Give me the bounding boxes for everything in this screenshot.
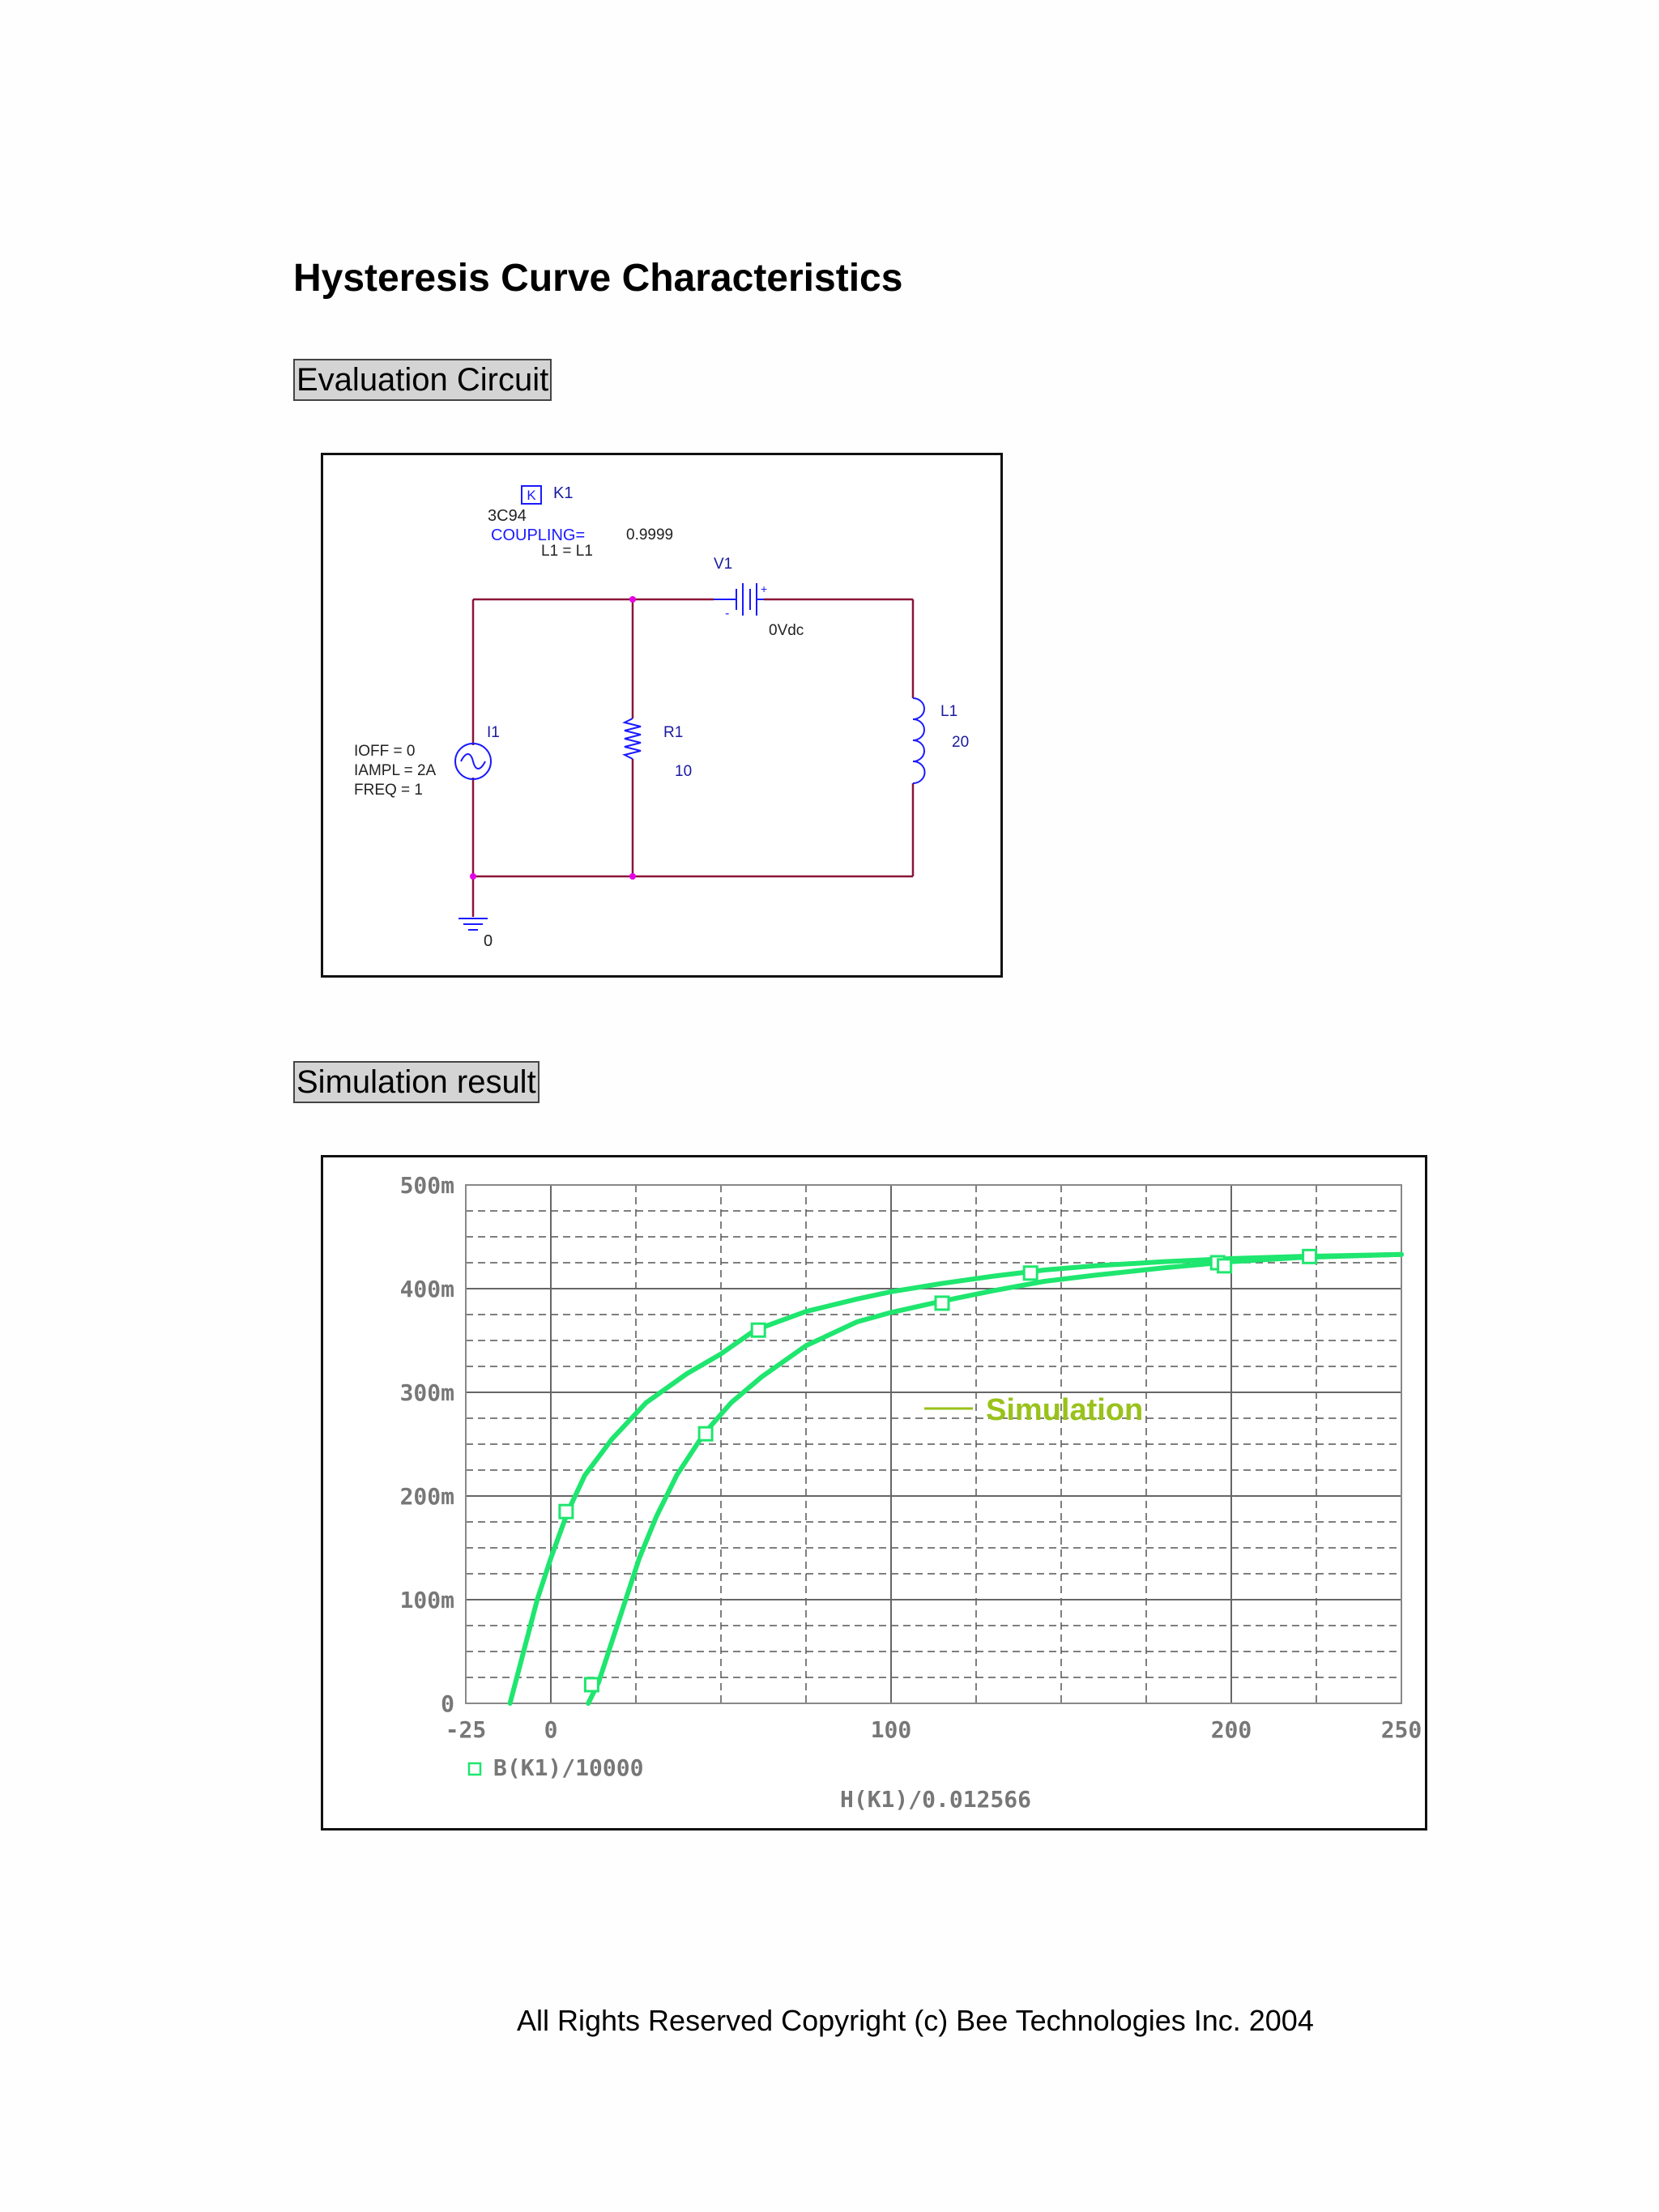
- v1-dc-source-icon: [714, 582, 767, 620]
- r1-value: 10: [675, 763, 693, 780]
- data-marker: [936, 1297, 949, 1310]
- v1-value: 0Vdc: [769, 622, 804, 639]
- evaluation-circuit-label: Evaluation Circuit: [293, 359, 552, 401]
- k-coupling-label: COUPLING=: [491, 526, 586, 544]
- ground-label: 0: [484, 932, 493, 950]
- y-tick-label: 200m: [399, 1483, 454, 1510]
- data-marker: [585, 1678, 598, 1691]
- chart-labels: [400, 1172, 1422, 1813]
- y-tick-label: 500m: [399, 1172, 454, 1199]
- legend-label: B(K1)/10000: [493, 1754, 644, 1781]
- page-title: Hysteresis Curve Characteristics: [293, 257, 903, 300]
- k-inductor-list: L1 = L1: [541, 543, 593, 560]
- i1-ioff: IOFF = 0: [354, 743, 416, 760]
- y-tick-label: 0: [441, 1690, 454, 1717]
- x-tick-label: 200: [1210, 1716, 1252, 1743]
- data-marker: [699, 1427, 712, 1440]
- svg-text:+: +: [761, 582, 768, 595]
- l1-inductor-icon: [913, 698, 925, 783]
- annotation-text: Simulation: [986, 1393, 1144, 1427]
- legend-marker: [469, 1763, 480, 1775]
- svg-text:-: -: [725, 607, 730, 620]
- r1-name: R1: [663, 724, 684, 741]
- x-axis-label: H(K1)/0.012566: [839, 1786, 1032, 1813]
- data-marker: [1024, 1267, 1037, 1280]
- k-name: K1: [553, 484, 574, 502]
- series-line-upper: [510, 1255, 1401, 1703]
- chart-series: [510, 1255, 1401, 1703]
- ground-icon: [458, 918, 488, 930]
- copyright-footer: All Rights Reserved Copyright (c) Bee Technologies Inc. 2004: [517, 2004, 1314, 2037]
- x-tick-label: 250: [1380, 1716, 1422, 1743]
- simulation-plot-figure: [321, 1155, 1427, 1831]
- l1-value: 20: [952, 734, 970, 751]
- x-tick-label: -25: [445, 1716, 487, 1743]
- k-coupling-value: 0.9999: [626, 526, 674, 543]
- y-tick-label: 300m: [399, 1379, 454, 1406]
- hysteresis-chart: [323, 1157, 1425, 1828]
- i1-freq: FREQ = 1: [354, 782, 423, 799]
- x-tick-label: 0: [544, 1716, 558, 1743]
- v1-name: V1: [714, 556, 733, 573]
- data-marker: [1218, 1259, 1231, 1272]
- i1-iampl: IAMPL = 2A: [354, 762, 437, 779]
- data-marker: [560, 1505, 573, 1518]
- k-core-model: 3C94: [488, 507, 527, 525]
- y-tick-label: 100m: [399, 1587, 454, 1613]
- i1-name: I1: [487, 724, 500, 741]
- circuit-schematic: [323, 455, 1000, 975]
- i1-ac-current-source-icon: [455, 744, 491, 779]
- r1-resistor-icon: [625, 718, 641, 759]
- x-tick-label: 100: [870, 1716, 912, 1743]
- chart-annotation: [924, 1393, 1143, 1427]
- y-tick-label: 400m: [399, 1276, 454, 1302]
- evaluation-circuit-figure: [321, 453, 1003, 978]
- circuit-wires: [473, 599, 913, 917]
- data-marker: [752, 1323, 765, 1336]
- series-line-lower: [588, 1255, 1401, 1703]
- simulation-result-label: Simulation result: [293, 1061, 539, 1103]
- data-marker: [1303, 1250, 1316, 1263]
- k-symbol: K: [527, 488, 536, 503]
- l1-name: L1: [940, 703, 958, 720]
